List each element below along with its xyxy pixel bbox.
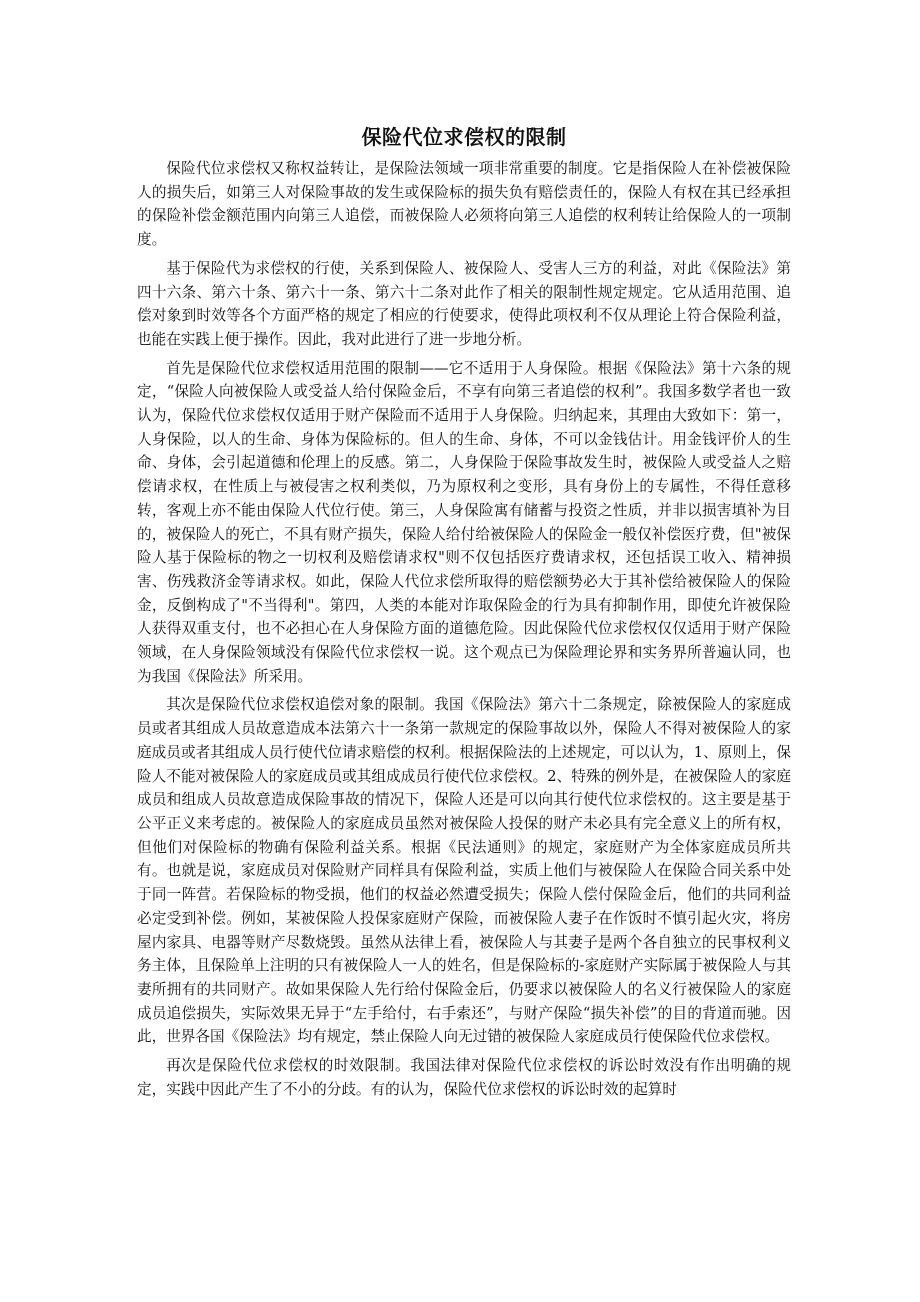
paragraph-target-limit: 其次是保险代位求偿权追偿对象的限制。我国《保险法》第六十二条规定，除被保险人的家庭成员或者其组成人员故意造成本法第六十一条第一款规定的保险事故以外，保险人不得对被保险人的家庭成员或者其组成人员行使代位请求赔偿的权利。根据保险法的上述规定，可以认为，1、原则上，保险人不能对被保险人的家庭成员或其组成成员行使代位求偿权。2、特殊的例外是，在被保险人的家庭成员和组成人员故意造成保险事故的情况下，保险人还是可以向其行使代位求偿权的。这主要是基于公平正义来考虑的。被保险人的家庭成员虽然对被保险人投保的财产未必具有完全意义上的所有权，但他们对保险标的物确有保险利益关系。根据《民法通则》的规定，家庭财产为全体家庭成员所共有。也就是说，家庭成员对保险财产同样具有保险利益，实质上他们与被保险人在保险合同关系中处于同一阵营。若保险标的物受损，他们的权益必然遭受损失；保险人偿付保险金后，他们的共同利益必定受到补偿。例如，某被保险人投保家庭财产保险，而被保险人妻子在作饭时不慎引起火灾，将房屋内家具、电器等财产尽数烧毁。虽然从法律上看，被保险人与其妻子是两个各自独立的民事权利义务主体，且保险单上注明的只有被保险人一人的姓名，但是保险标的-家庭财产实际属于被保险人与其妻所拥有的共同财产。故如果保险人先行给付保险金后，仍要求以被保险人的名义行被保险人的家庭成员追偿损失，实际效果无异于“左手给付，右手索还”，与财产保险“损失补偿”的目的背道而驰。因此，世界各国《保险法》均有规定，禁止保险人向无过错的被保险人家庭成员行使保险代位求偿权。 [137,696,791,1046]
document-page [137,0,791,1101]
paragraph-time-limit: 再次是保险代位求偿权的时效限制。我国法律对保险代位求偿权的诉讼时效没有作出明确的规定，实践中因此产生了不小的分歧。有的认为，保险代位求偿权的诉讼时效的起算时 [137,1057,791,1098]
document-title: 保险代位求偿权的限制 [361,125,567,149]
paragraph-legal-basis: 基于保险代为求偿权的行使，关系到保险人、被保险人、受害人三方的利益，对此《保险法》第四十六条、第六十条、第六十一条、第六十二条对此作了相关的限制性规定规定。它从适用范围、追偿对象到时效等各个方面严格的规定了相应的行使要求，使得此项权利不仅从理论上符合保险利益，也能在实践上便于操作。因此，我对此进行了进一步地分析。 [137,259,791,348]
paragraph-definition: 保险代位求偿权又称权益转让，是保险法领域一项非常重要的制度。它是指保险人在补偿被保险人的损失后，如第三人对保险事故的发生或保险标的损失负有赔偿责任的，保险人有权在其已经承担的保险补偿金额范围内向第三人追偿，而被保险人必须将向第三人追偿的权利转让给保险人的一项制度。 [137,160,791,249]
paragraph-scope-limit: 首先是保险代位求偿权适用范围的限制——它不适用于人身保险。根据《保险法》第十六条的规定，“保险人向被保险人或受益人给付保险金后，不享有向第三者追偿的权利”。我国多数学者也一致认为，保险代位求偿权仅适用于财产保险而不适用于人身保险。归纳起来，其理由大致如下：第一，人身保险，以人的生命、身体为保险标的。但人的生命、身体，不可以金钱估计。用金钱评价人的生命、身体，会引起道德和伦理上的反感。第二，人身保险于保险事故发生时，被保险人或受益人之赔偿请求权，在性质上与被侵害之权利类似，乃为原权利之变形，具有身份上的专属性，不得任意移转，客观上亦不能由保险人代位行使。第三，人身保险寓有储蓄与投资之性质，并非以损害填补为目的，被保险人的死亡，不具有财产损失，保险人给付给被保险人的保险金一般仅补偿医疗费，但"被保险人基于保险标的物之一切权利及赔偿请求权"则不仅包括医疗费请求权，还包括误工收入、精神损害、伤残救济金等请求权。如此，保险人代位求偿所取得的赔偿额势必大于其补偿给被保险人的保险金，反倒构成了"不当得利"。第四，人类的本能对诈取保险金的行为具有抑制作用，即使允许被保险人获得双重支付，也不必担心在人身保险方面的道德危险。因此保险代位求偿权仅仅适用于财产保险领域，在人身保险领域没有保险代位求偿权一说。这个观点已为保险理论界和实务界所普遍认同，也为我国《保险法》所采用。 [137,359,791,685]
